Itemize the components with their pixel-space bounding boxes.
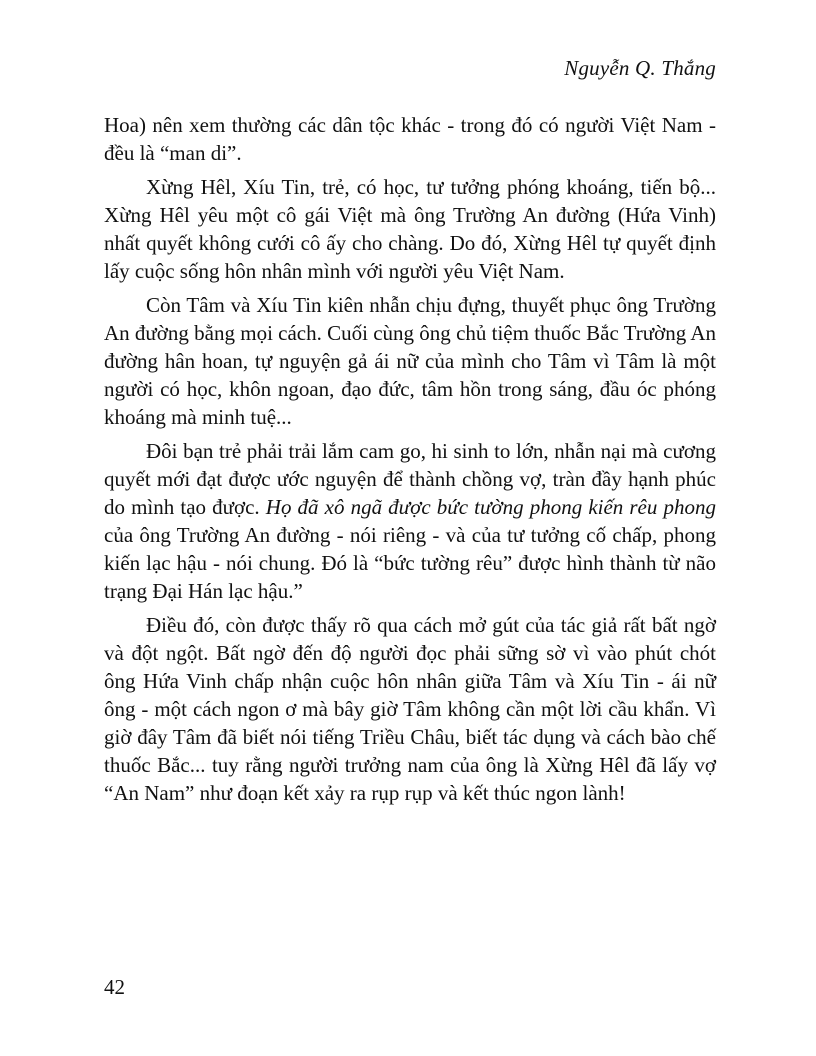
page-number: 42 [104,975,125,999]
paragraph-with-italic-quote [104,437,716,605]
paragraph: Còn Tâm và Xíu Tin kiên nhẫn chịu đựng, thuyết phục ông Trường An đường bằng mọi cách. Cuối cùng ông chủ tiệm thuốc Bắc Trường An đường hân hoan, tự nguyện gả ái nữ của mình cho Tâm vì Tâm là một người có học, khôn ngoan, đạo đức, tâm hồn trong sáng, đầu óc phóng khoáng mà minh tuệ... [104,293,716,429]
running-head-author: Nguyễn Q. Thắng [564,56,716,80]
italic-quote: Họ đã xô ngã được bức tường phong kiến rêu phong [265,495,716,519]
paragraph: Xừng Hêl, Xíu Tin, trẻ, có học, tư tưởng phóng khoáng, tiến bộ... Xừng Hêl yêu một cô gái Việt mà ông Trường An đường (Hứa Vinh) nhất quyết không cưới cô ấy cho chàng. Do đó, Xừng Hêl tự quyết định lấy cuộc sống hôn nhân mình với người yêu Việt Nam. [104,175,716,283]
paragraph-text-after-italic: của ông Trường An đường - nói riêng - và của tư tưởng cố chấp, phong kiến lạc hậu - nói chung. Đó là “bức tường rêu” được hình thành từ não trạng Đại Hán lạc hậu.” [104,523,716,603]
paragraph: Điều đó, còn được thấy rõ qua cách mở gút của tác giả rất bất ngờ và đột ngột. Bất ngờ đến độ người đọc phải sững sờ vì vào phút chót ông Hứa Vinh chấp nhận cuộc hôn nhân giữa Tâm và Xíu Tin - ái nữ ông - một cách ngon ơ mà bây giờ Tâm không cần một lời cầu khẩn. Vì giờ đây Tâm đã biết nói tiếng Triều Châu, biết tác dụng và cách bào chế thuốc Bắc... tuy rằng người trưởng nam của ông là Xừng Hêl đã lấy vợ “An Nam” như đoạn kết xảy ra rụp rụp và kết thúc ngon lành! [104,613,716,805]
body-text [104,111,716,813]
paragraph-continuation: Hoa) nên xem thường các dân tộc khác - trong đó có người Việt Nam - đều là “man di”. [104,113,716,165]
paragraph-text-before-italic: Đôi bạn trẻ phải trải lắm cam go, hi sinh to lớn, nhẫn nại mà cương quyết mới đạt được ước nguyện để thành chồng vợ, tràn đầy hạnh phúc do mình tạo được. [104,439,716,519]
